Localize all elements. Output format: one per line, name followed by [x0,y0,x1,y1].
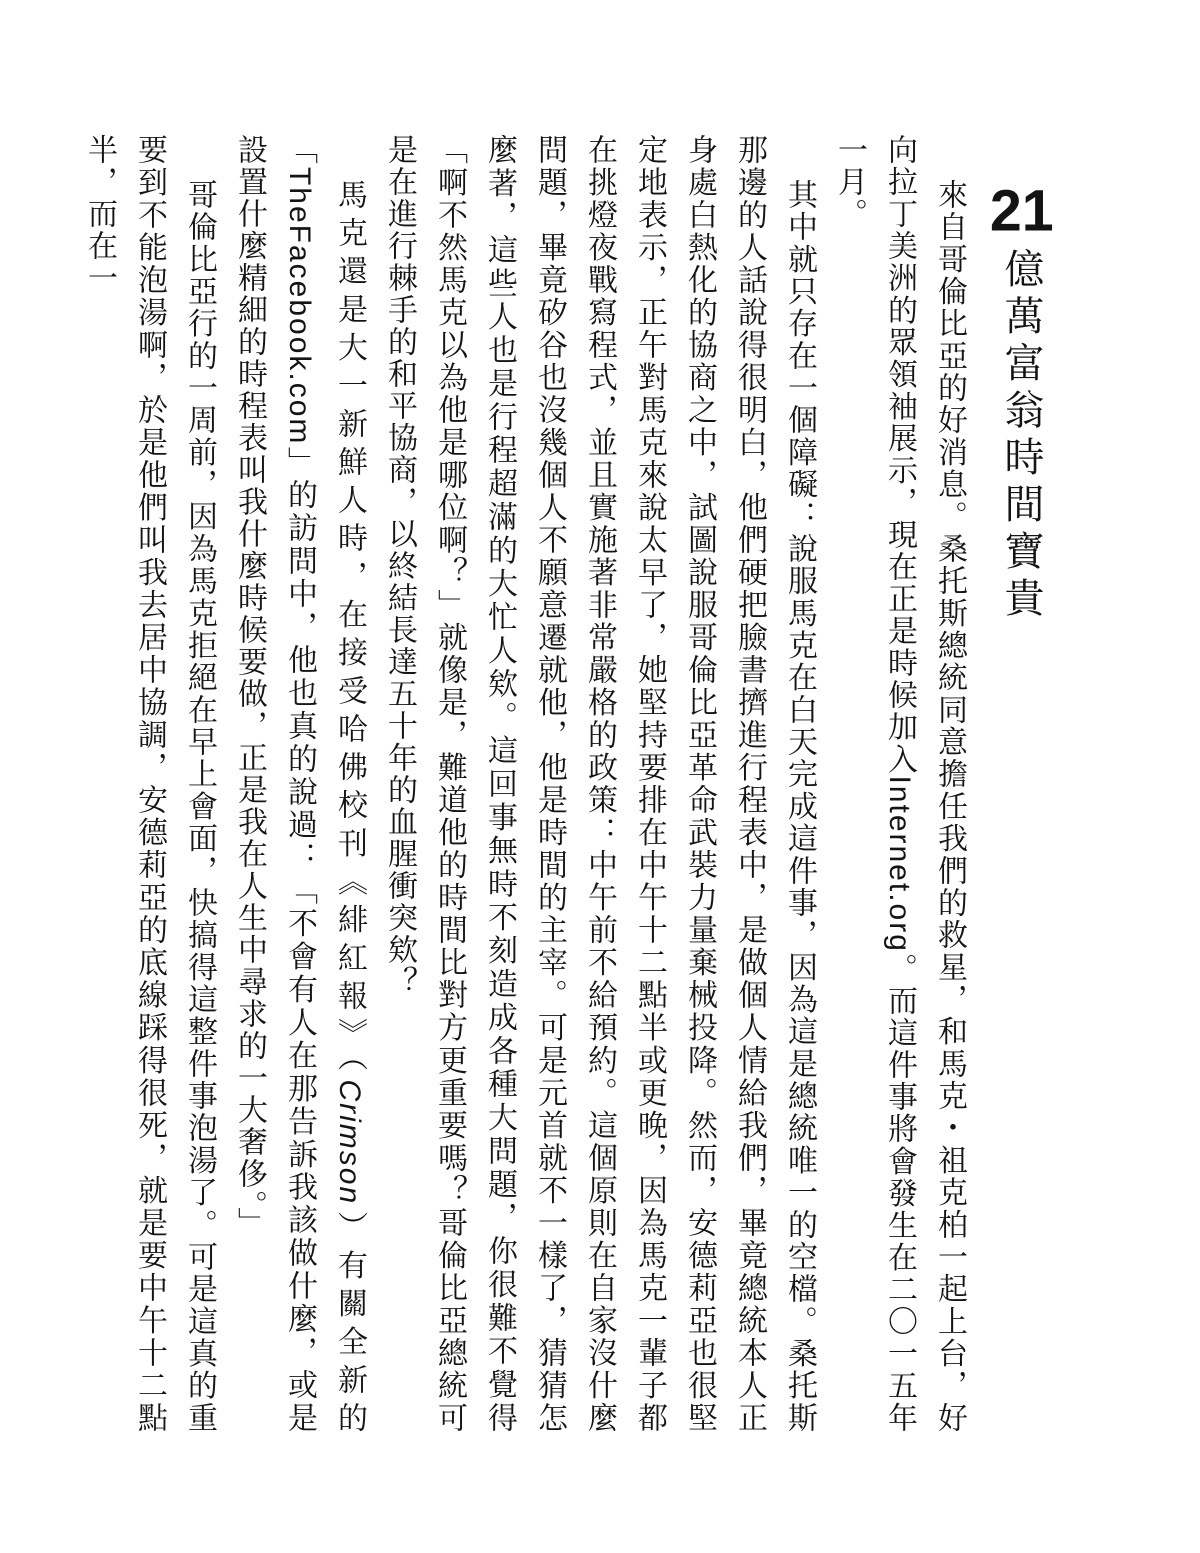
chapter-number: 21 [989,182,1054,240]
paragraph-2: 其中就只存在一個障礙：說服馬克在白天完成這件事，因為這是總統唯一的空檔。桑托斯那邊的人話說得很明白，他們硬把臉書擠進行程表中，是做個人情給我們，畢竟總統本人正身處白熱化的協商之中，試圖說服哥倫比亞革命武裝力量棄械投降。然而，安德莉亞也很堅定地表示，正午對馬克來說太早了，她堅持要排在中午十二點半或更晚，因為馬克一輩子都在挑燈夜戰寫程式，並且實施著非常嚴格的政策：中午前不給預約。這個原則在自家沒什麼問題，畢竟矽谷也沒幾個人不願意遷就他，他是時間的主宰。可是元首就不一樣了，猜猜怎麼著，這些人也是行程超滿的大忙人欸。這回事無時不刻造成各種大問題，你很難不覺得「啊不然馬克以為他是哪位啊？」就像是，難道他的時間比對方更重要嗎？哥倫比亞總統可是在進行棘手的和平協商，以終結長達五十年的血腥衝突欸？ [383,134,816,1434]
chapter-title: 億萬富翁時間寶貴 [999,248,1043,624]
paragraph-3: 馬克還是大一新鮮人時，在接受哈佛校刊《緋紅報》（Crimson）有關全新的「TheFacebook.com」的訪問中，他也真的說過：「不會有人在那告訴我該做什麼，或是設置什麼精細的時程表叫我什麼時候要做，正是我在人生中尋求的一大奢侈。」 [233,134,366,1435]
chapter-heading [989,182,1054,624]
body-text [83,134,974,1435]
paragraph-4: 哥倫比亞行的一周前，因為馬克拒絕在早上會面，快搞得這整件事泡湯了。可是這真的重要到不能泡湯啊，於是他們叫我去居中協調，安德莉亞的底線踩得很死，就是要中午十二點半，而在一 [83,134,216,1434]
paragraph-1: 來自哥倫比亞的好消息。桑托斯總統同意擔任我們的救星，和馬克・祖克柏一起上台，好向拉丁美洲的眾領袖展示，現在正是時候加入Internet.org。而這件事將會發生在二〇一五年一月。 [833,134,966,1434]
